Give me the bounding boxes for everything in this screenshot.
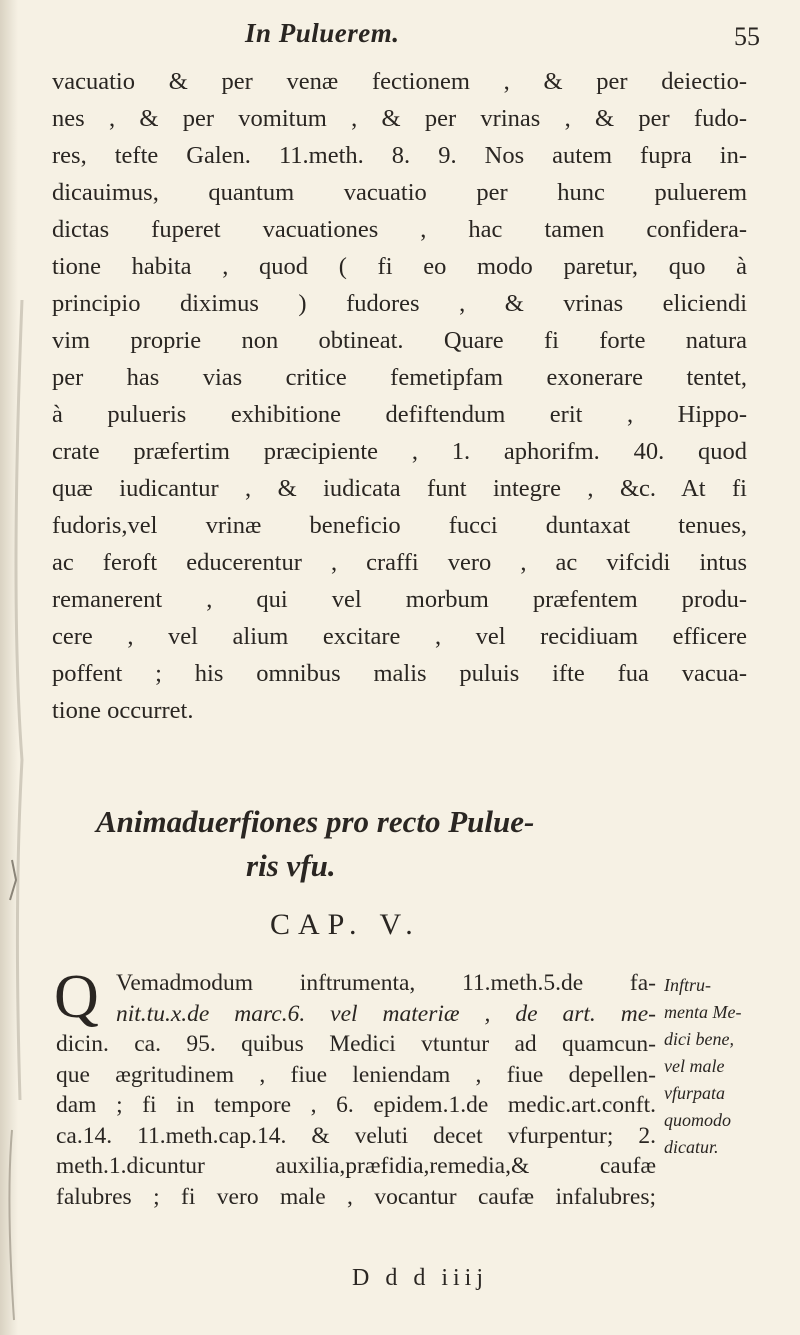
margin-note-line: dici bene, [664,1029,734,1049]
margin-note-line: dicatur. [664,1137,719,1157]
signature-mark: D d d iiij [352,1265,489,1291]
text-line: dictas fuperet vacuationes , hac tamen confidera- [52,216,747,243]
margin-note-line: vel male [664,1056,725,1076]
section-heading [96,800,696,888]
text-line: tione occurret. [52,697,194,724]
chapter-paragraph [54,963,656,1212]
text-line: dicauimus, quantum vacuatio per hunc puluerem [52,179,747,206]
text-line: poffent ; his omnibus malis puluis ifte fua vacua- [52,660,747,687]
margin-note [664,972,794,1161]
text-line: ca.14. 11.meth.cap.14. & veluti decet vfurpentur; 2. [56,1122,656,1149]
text-line: dam ; fi in tempore , 6. epidem.1.de medic.art.conft. [56,1092,656,1118]
text-line: vacuatio & per venæ fectionem , & per deiectio- [52,68,747,95]
running-title: In Puluerem. [245,18,400,48]
text-line: à pulueris exhibitione defiftendum erit , Hippo- [52,401,747,428]
text-line: crate præfertim præcipiente , 1. aphorifm. 40. quod [52,438,747,465]
text-line: res, tefte Galen. 11.meth. 8. 9. Nos autem fupra in- [52,142,747,169]
text-line: nes , & per vomitum , & per vrinas , & per fudo- [52,105,747,132]
text-line: dicin. ca. 95. quibus Medici vtuntur ad quamcun- [56,1031,656,1057]
margin-note-line: vfurpata [664,1083,725,1103]
margin-note-line: quomodo [664,1110,731,1130]
text-line: vim proprie non obtineat. Quare fi forte natura [52,327,747,354]
chapter-label: CAP. V. [270,908,421,941]
page-gutter-shadow [0,0,18,1335]
body-paragraph [52,63,747,729]
text-line: cere , vel alium excitare , vel recidiuam efficere [52,623,747,650]
margin-note-line: menta Me- [664,1002,742,1022]
drop-cap: Q [54,963,99,1031]
text-line: remanerent , qui vel morbum præfentem produ- [52,586,747,613]
text-line: nit.tu.x.de marc.6. vel materiæ , de art. me- [116,1000,656,1027]
running-head [245,18,760,58]
section-heading-line: Animaduerfiones pro recto Pulue- [96,804,535,839]
text-line: meth.1.dicuntur auxilia,præfidia,remedia,& caufæ [56,1153,656,1179]
page-number: 55 [734,22,760,51]
text-line: que ægritudinem , fiue leniendam , fiue depellen- [56,1061,656,1088]
text-line: ac feroft educerentur , craffi vero , ac vifcidi intus [52,549,747,576]
section-heading-line: ris vfu. [246,848,336,883]
text-line: tione habita , quod ( fi eo modo paretur, quo à [52,253,747,280]
text-line: falubres ; fi vero male , vocantur caufæ infalubres; [56,1183,656,1210]
text-line: fudoris,vel vrinæ beneficio fucci duntaxat tenues, [52,512,747,539]
text-line: principio diximus ) fudores , & vrinas eliciendi [52,290,747,317]
text-line: Vemadmodum inftrumenta, 11.meth.5.de fa- [116,970,656,996]
margin-note-line: Inftru- [664,975,711,995]
text-line: quæ iudicantur , & iudicata funt integre , &c. At fi [52,475,747,502]
text-line: per has vias critice femetipfam exonerare tentet, [52,364,747,391]
